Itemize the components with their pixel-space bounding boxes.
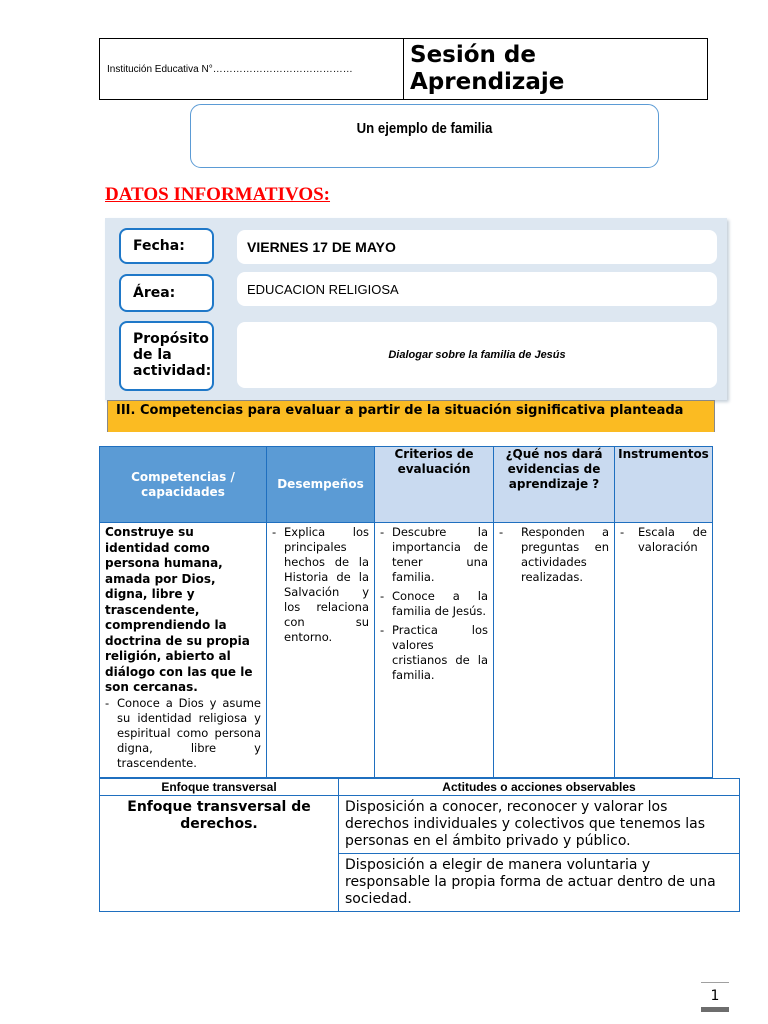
table-row bbox=[100, 796, 740, 854]
area-label: Área: bbox=[119, 274, 214, 312]
document-title-line2: Aprendizaje bbox=[410, 69, 565, 95]
header-criterios: Criterios de evaluación bbox=[375, 447, 494, 523]
criterio-item: - Conoce a la familia de Jesús. bbox=[380, 589, 488, 619]
instrumento-item: - Escala de valoración bbox=[620, 525, 707, 555]
proposito-label: Propósito de la actividad: bbox=[119, 321, 214, 391]
session-title: Un ejemplo de familia bbox=[356, 120, 493, 137]
enfoque-header-right: Actitudes o acciones observables bbox=[339, 779, 740, 796]
desempeno-cell bbox=[267, 523, 375, 778]
document-title-line1: Sesión de bbox=[410, 42, 536, 68]
header-competencias: Competencias / capacidades bbox=[100, 447, 267, 523]
competencia-text: Construye su identidad como persona humana, amada por Dios, digna, libre y trascendente, comprendiendo la doctrina de su propia religión, abierto al diálogo con las que le son cercanas. bbox=[105, 525, 253, 694]
competencia-cell bbox=[100, 523, 267, 778]
session-title-box bbox=[190, 104, 659, 168]
document-header bbox=[99, 38, 708, 100]
evidencia-cell bbox=[494, 523, 615, 778]
area-value: EDUCACION RELIGIOSA bbox=[237, 272, 717, 306]
header-instrumentos: Instrumentos bbox=[615, 447, 713, 523]
header-desempenos: Desempeños bbox=[267, 447, 375, 523]
desempeno-item: - Explica los principales hechos de la Historia de la Salvación y los relaciona con su entorno. bbox=[272, 525, 369, 645]
fecha-value: VIERNES 17 DE MAYO bbox=[237, 230, 717, 264]
criterio-item: - Practica los valores cristianos de la familia. bbox=[380, 623, 488, 683]
actitud-item: Disposición a elegir de manera voluntaria y responsable la propia forma de actuar dentro de una sociedad. bbox=[339, 854, 740, 912]
capacidad-item: - Conoce a Dios y asume su identidad religiosa y espiritual como persona digna, libre y trascendente. bbox=[105, 696, 261, 771]
table-row bbox=[100, 523, 713, 778]
institution-field: Institución Educativa N°…………………………………… bbox=[100, 39, 404, 99]
enfoque-table bbox=[99, 778, 740, 912]
actitud-item: Disposición a conocer, reconocer y valorar los derechos individuales y colectivos que tenemos las personas en el ámbito privado y público. bbox=[339, 796, 740, 854]
fecha-label: Fecha: bbox=[119, 228, 214, 264]
criterio-item: - Descubre la importancia de tener una familia. bbox=[380, 525, 488, 585]
evidencia-item: - Responden a preguntas en actividades realizadas. bbox=[499, 525, 609, 585]
enfoque-name: Enfoque transversal de derechos. bbox=[100, 796, 339, 912]
competencias-heading: III. Competencias para evaluar a partir de la situación significativa planteada bbox=[107, 400, 715, 432]
header-evidencias: ¿Qué nos dará evidencias de aprendizaje ? bbox=[494, 447, 615, 523]
page-number: 1 bbox=[701, 982, 729, 1012]
instrumento-cell bbox=[615, 523, 713, 778]
criterios-cell bbox=[375, 523, 494, 778]
info-panel bbox=[105, 218, 727, 400]
proposito-value: Dialogar sobre la familia de Jesús bbox=[237, 322, 717, 388]
competencias-table bbox=[99, 446, 713, 778]
datos-informativos-heading: DATOS INFORMATIVOS: bbox=[105, 184, 331, 205]
table-header-row bbox=[100, 447, 713, 523]
document-title bbox=[404, 39, 707, 99]
enfoque-header-row bbox=[100, 779, 740, 796]
enfoque-header-left: Enfoque transversal bbox=[100, 779, 339, 796]
